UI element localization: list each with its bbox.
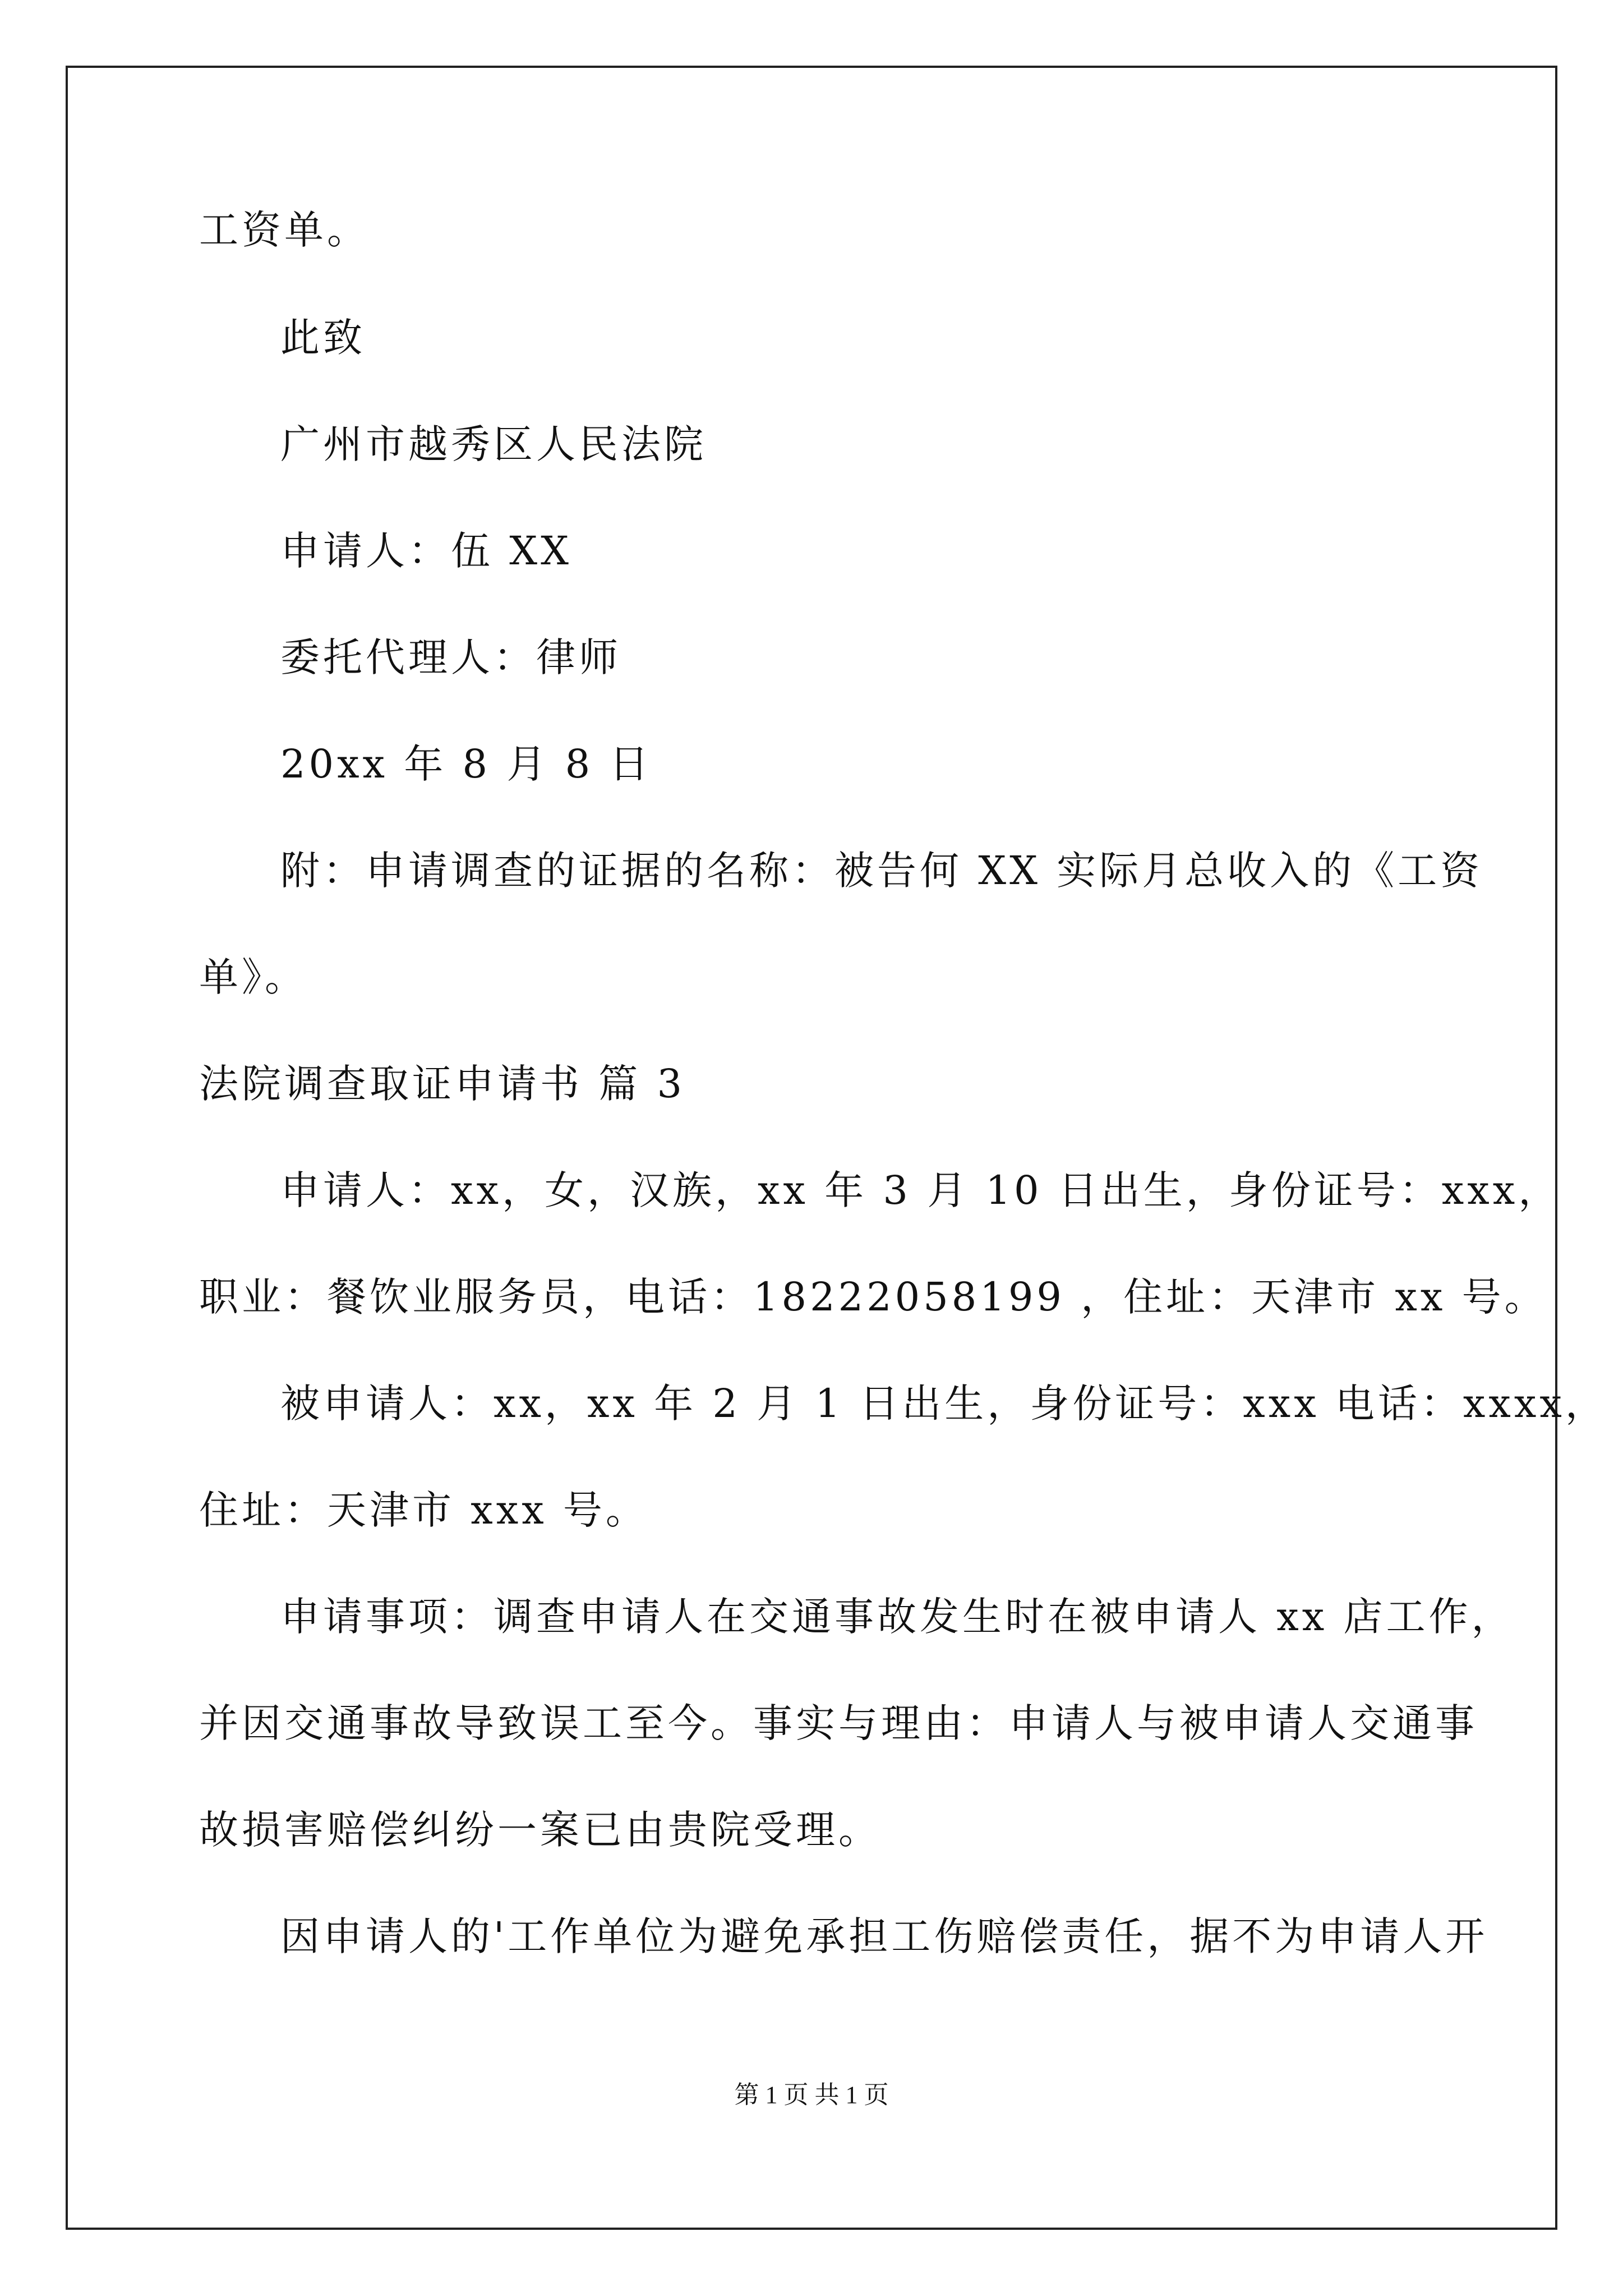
text-line: 附：申请调查的证据的名称：被告何 XX 实际月总收入的《工资 [280, 848, 1483, 894]
text-line: 申请人：xx，女，汉族，xx 年 3 月 10 日出生，身份证号：xxx， [280, 1167, 1561, 1213]
text-line: 职业：餐饮业服务员，电话：18222058199 ，住址：天津市 xx 号。 [199, 1274, 1547, 1320]
text-line: 委托代理人：律师 [280, 634, 621, 680]
text-line: 广州市越秀区人民法院 [280, 421, 707, 467]
text-line: 故损害赔偿纠纷一案已由贵院受理。 [199, 1807, 881, 1853]
text-line: 申请事项：调查申请人在交通事故发生时在被申请人 xx 店工作， [280, 1594, 1514, 1640]
text-line: 被申请人：xx，xx 年 2 月 1 日出生，身份证号：xxx 电话：xxxx， [280, 1381, 1608, 1427]
text-line: 申请人：伍 XX [280, 528, 572, 574]
text-line: 并因交通事故导致误工至今。事实与理由：申请人与被申请人交通事 [199, 1700, 1478, 1746]
page-footer: 第 1 页 共 1 页 [734, 2081, 889, 2109]
text-line: 单》。 [199, 954, 307, 1000]
text-line: 工资单。 [199, 207, 370, 253]
text-line: 住址：天津市 xxx 号。 [199, 1487, 648, 1533]
text-line: 此致 [280, 315, 366, 361]
section-heading: 法院调查取证申请书 篇 3 [199, 1061, 686, 1107]
page-border [66, 66, 1557, 2230]
text-line: 20xx 年 8 月 8 日 [280, 741, 652, 787]
text-line: 因申请人的'工作单位为避免承担工伤赔偿责任，据不为申请人开 [280, 1913, 1488, 1959]
